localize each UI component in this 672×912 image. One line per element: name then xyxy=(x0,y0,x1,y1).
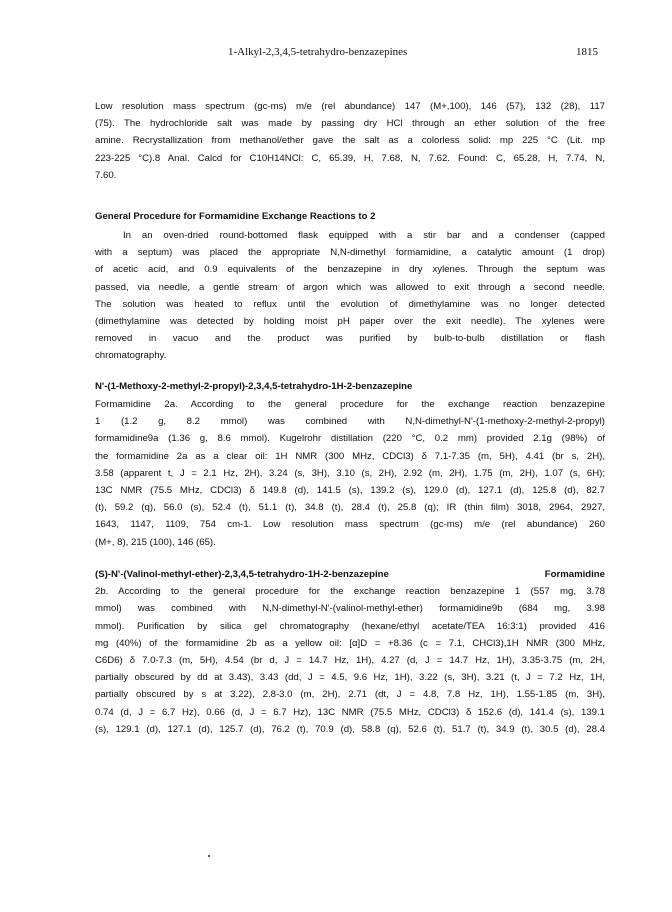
text-line: Formamidine 2a. According to the general procedure for the exchange reaction benzazepine xyxy=(95,399,605,410)
text-line: partially obscured by s at 3.22), 2.8-3.0 (m, 2H), 2.71 (dt, J = 4.8, 7.8 Hz, 1H), 1.55-1.85 (m, 3H), xyxy=(95,689,605,701)
text-line: (dimethylamine was detected by holding moist pH paper over the exit needle). The xylenes were xyxy=(95,316,605,328)
text-line: mg (40%) of the formamidine 2b as a yellow oil: [α]D = +8.36 (c = 7.1, CHCl3),1H NMR (300 MHz, xyxy=(95,637,605,649)
text-line: chromatography. xyxy=(95,350,167,362)
text-line: The solution was heated to reflux until the evolution of dimethylamine was no longer detected xyxy=(95,298,605,310)
text-line: mmol). Purification by silica gel chromatography (hexane/ethyl acetate/TEA 16:3:1) provided 416 xyxy=(95,620,605,632)
section-heading: General Procedure for Formamidine Exchange Reactions to 2 xyxy=(95,211,376,222)
text-line: with a septum) was placed the appropriate N,N-dimethyl formamidine, a catalytic amount (1 drop) xyxy=(95,247,605,259)
text-line: 3.58 (apparent t, J = 2.1 Hz, 2H), 3.24 (s, 3H), 3.10 (s, 2H), 2.92 (m, 2H), 1.75 (m, 2H), 1.07 (s, 6H); xyxy=(95,467,605,479)
text-line: the formamidine 2a as a clear oil: 1H NMR (300 MHz, CDCl3) δ 7.1-7.35 (m, 5H), 4.41 (br s, 2H), xyxy=(95,450,605,462)
text-line: mmol) was combined with N,N-dimethyl-N'-(valinol-methyl-ether) formamidine9b (684 mg, 3.98 xyxy=(95,603,605,615)
text-line: 13C NMR (75.5 MHz, CDCl3) δ 149.8 (d), 141.5 (s), 139.2 (s), 129.0 (d), 127.1 (d), 125.8 (d), 82.7 xyxy=(95,485,605,497)
paragraph-compound-2b xyxy=(95,566,605,738)
text-line: 7.60. xyxy=(95,169,117,181)
text-line: (s), 129.1 (d), 127.1 (d), 125.7 (d), 76.2 (t), 70.9 (d), 58.8 (q), 52.6 (t), 51.7 (t), 34.9 (t), 30.5 (d), 28.4 xyxy=(95,723,605,735)
text-line: 2b. According to the general procedure for the exchange reaction benzazepine 1 (557 mg, 3.78 xyxy=(95,586,605,598)
page-number: 1815 xyxy=(576,46,598,58)
text-line: passed, via needle, a gentle stream of argon which was allowed to exit through a second needle. xyxy=(95,281,605,293)
text-line: C6D6) δ 7.0-7.3 (m, 5H), 4.54 (br d, J = 14.7 Hz, 1H), 4.27 (d, J = 14.7 Hz, 1H), 3.35-3.75 (m, 2H, xyxy=(95,655,605,667)
text-line: amine. Recrystallization from methanol/ether gave the salt as a colorless solid: mp 225 °C (Lit. mp xyxy=(95,135,605,147)
text-line: Low resolution mass spectrum (gc-ms) m/e (rel abundance) 147 (M+,100), 146 (57), 132 (28), 117 xyxy=(95,101,605,112)
text-line: 223-225 °C).8 Anal. Calcd for C10H14NCl: C, 65.39, H, 7.68, N, 7.62. Found: C, 65.28, H, 7.74, N, xyxy=(95,152,605,164)
paragraph-mass-spectrum xyxy=(95,98,605,184)
text-line: removed in vacuo and the product was purified by bulb-to-bulb distillation or flash xyxy=(95,333,605,345)
text-line: of acetic acid, and 0.9 equivalents of the benzazepine in dry xylenes. Through the septum was xyxy=(95,264,605,276)
text-line: (M+, 8), 215 (100), 146 (65). xyxy=(95,536,216,548)
text-line: formamidine9a (1.36 g, 8.6 mmol). Kugelrohr distillation (220 °C, 0.2 mm) provided 2.1g (98%) of xyxy=(95,433,605,445)
paragraph-compound-2a xyxy=(95,396,605,551)
text-line: partially obscured by dd at 3.43), 3.43 (dd, J = 4.5, 9.6 Hz, 1H), 3.22 (s, 3H), 3.21 (t, J = 7.2 Hz, 1H, xyxy=(95,672,605,684)
text-line: (t), 59.2 (q), 56.0 (s), 52.4 (t), 51.1 (t), 34.8 (t), 28.4 (t), 25.8 (q); IR (thin film) 3018, 2964, 2927, xyxy=(95,502,605,514)
running-header-title: 1-Alkyl-2,3,4,5-tetrahydro-benzazepines xyxy=(228,46,408,58)
text-line: 1643, 1147, 1109, 754 cm-1. Low resolution mass spectrum (gc-ms) m/e (rel abundance) 260 xyxy=(95,519,605,531)
text-line: (75). The hydrochloride salt was made by passing dry HCl through an ether solution of the free xyxy=(95,118,605,130)
paragraph-general-procedure xyxy=(95,227,605,365)
compound-2a-heading: N'-(1-Methoxy-2-methyl-2-propyl)-2,3,4,5-tetrahydro-1H-2-benzazepine xyxy=(95,381,413,392)
text-line: 0.74 (d, J = 6.7 Hz), 0.66 (d, J = 6.7 Hz), 13C NMR (75.5 MHz, CDCl3) δ 152.6 (d), 141.4 (s), 139.1 xyxy=(95,706,605,718)
text-line: In an oven-dried round-bottomed flask equipped with a stir bar and a condenser (capped xyxy=(123,230,605,241)
text-line: 1 (1.2 g, 8.2 mmol) was combined with N,N-dimethyl-N'-(1-methoxy-2-methyl-2-propyl) xyxy=(95,416,605,428)
stray-mark xyxy=(208,855,210,857)
text-line: (S)-N'-(Valinol-methyl-ether)-2,3,4,5-tetrahydro-1H-2-benzazepine Formamidine xyxy=(95,569,605,580)
